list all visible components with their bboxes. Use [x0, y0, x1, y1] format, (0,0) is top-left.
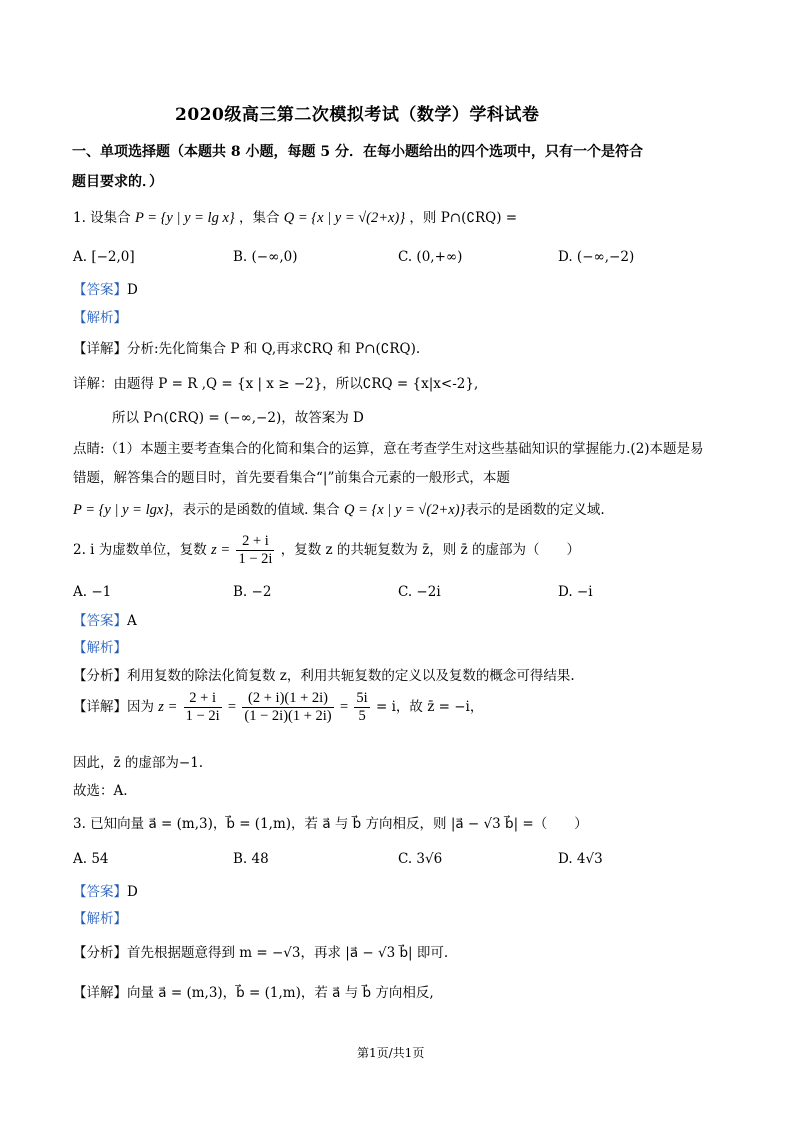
- detail-label: 【详解】: [73, 699, 127, 715]
- q3-analysis-label: 【解析】: [73, 911, 127, 927]
- frac-num: (2 + i)(1 + 2i): [242, 690, 333, 708]
- q2-detail-frac3: [354, 690, 369, 725]
- q1-note-line1: 点睛:（1）本题主要考查集合的化简和集合的运算，意在考查学生对这些基础知识的掌握能力.(2)本题是易: [73, 441, 704, 457]
- q2-stem: [73, 533, 580, 568]
- q1-stem: [73, 206, 517, 227]
- q1-option-d: D. (−∞,−2): [558, 249, 635, 265]
- q3-fenxi-line: [73, 941, 448, 961]
- q1-note-line2: 错题，解答集合的题目时，首先要看集合“|”前集合元素的一般形式，本题: [73, 470, 510, 486]
- q1-note-line3: [73, 498, 605, 519]
- q2-frac-den: 1 − 2i: [238, 551, 273, 567]
- q1-option-b: B. (−∞,0): [233, 249, 298, 265]
- q1-option-a: A. [−2,0]: [73, 249, 135, 265]
- q1-number: 1. 设集合: [73, 210, 131, 226]
- q1-mid: ，集合: [238, 210, 280, 226]
- answer-label: 【答案】: [73, 282, 127, 298]
- q1-set-p: P = {y | y = lg x}: [134, 210, 235, 226]
- q1-answer: D: [127, 282, 138, 298]
- q2-answer-line: [73, 609, 137, 629]
- q1-answer-line: [73, 278, 138, 298]
- q1-note-text-b: 表示的是函数的定义域.: [465, 502, 605, 518]
- q3-fenxi-text: 首先根据题意得到 m = −√3，再求 |a⃗ − √3 b⃗| 即可.: [127, 945, 449, 961]
- q1-note-text-a: ，表示的是函数的值域. 集合: [169, 502, 340, 518]
- q3-answer: D: [127, 884, 138, 900]
- q3-option-c: C. 3√6: [398, 851, 443, 867]
- q1-solution-line2: 所以 P∩(∁RQ) = (−∞,−2)，故答案为 D: [112, 410, 364, 426]
- q2-stem-b: ，复数 z 的共轭复数为 z̄，则 z̄ 的虚部为（ ）: [280, 542, 580, 558]
- q3-option-d: D. 4√3: [558, 851, 603, 867]
- q2-analysis-label: 【解析】: [73, 640, 127, 656]
- q2-option-c: C. −2i: [398, 584, 441, 600]
- q1-analysis-label: 【解析】: [73, 310, 127, 326]
- section-heading-line2: 题目要求的．）: [72, 174, 163, 190]
- q3-detail-line: [73, 981, 434, 1001]
- answer-label: 【答案】: [73, 884, 127, 900]
- q3-option-a: A. 54: [73, 851, 109, 867]
- q1-detail-line: [73, 337, 420, 357]
- q3-stem: 3. 已知向量 a⃗ = (m,3)，b⃗ = (1,m)，若 a⃗ 与 b⃗ 方向相反，则 |a⃗ − √3 b⃗| =（ ）: [73, 816, 588, 832]
- fenxi-label: 【分析】: [73, 668, 127, 684]
- q2-fenxi-text: 利用复数的除法化简复数 z，利用共轭复数的定义以及复数的概念可得结果.: [127, 668, 575, 684]
- q2-detail-post: = i，故 z̄ = −i，: [376, 699, 484, 715]
- q3-answer-line: [73, 880, 138, 900]
- q2-answer: A: [127, 613, 137, 629]
- q1-detail-text: 分析:先化简集合 P 和 Q,再求∁RQ 和 P∩(∁RQ).: [127, 341, 421, 357]
- q1-note-set-q: Q = {x | y = √(2+x)}: [343, 502, 466, 518]
- q2-detail-frac2: [242, 690, 333, 725]
- q2-option-d: D. −i: [558, 584, 593, 600]
- q2-fraction: [236, 533, 274, 568]
- frac-den: 1 − 2i: [185, 708, 220, 724]
- fenxi-label: 【分析】: [73, 945, 127, 961]
- q2-option-a: A. −1: [73, 584, 112, 600]
- detail-label: 【详解】: [73, 985, 127, 1001]
- page-title: 2020级高三第二次模拟考试（数学）学科试卷: [175, 105, 540, 125]
- answer-label: 【答案】: [73, 613, 127, 629]
- detail-label: 【详解】: [73, 341, 127, 357]
- q2-frac-num: 2 + i: [236, 533, 274, 551]
- frac-num: 5i: [356, 690, 368, 706]
- q2-therefore: 因此，z̄ 的虚部为−1.: [73, 755, 204, 771]
- q2-stem-a: 2. i 为虚数单位，复数: [73, 542, 207, 558]
- page-footer: 第1页/共1页: [357, 1046, 425, 1060]
- frac-num: 2 + i: [184, 690, 222, 708]
- q2-z-eq: z =: [211, 542, 231, 558]
- q1-note-set-p: P = {y | y = lgx}: [73, 502, 170, 518]
- q2-detail-frac1: [184, 690, 222, 725]
- q1-end: ，则 P∩(∁RQ) =: [409, 210, 518, 226]
- q1-option-c: C. (0,+∞): [398, 249, 463, 265]
- q1-solution-line1: 详解：由题得 P = R ,Q = {x | x ≥ −2}，所以∁RQ = {x|x<-2},: [73, 376, 479, 392]
- q2-detail-pre: 因为: [127, 699, 154, 715]
- q1-set-q: Q = {x | y = √(2+x)}: [283, 210, 406, 226]
- q2-choose: 故选：A.: [73, 783, 128, 799]
- q3-option-b: B. 48: [233, 851, 269, 867]
- section-heading-line1: 一、单项选择题（本题共 8 小题，每题 5 分．在每小题给出的四个选项中，只有一个是符合: [72, 144, 643, 160]
- q2-option-b: B. −2: [233, 584, 272, 600]
- q3-detail-text: 向量 a⃗ = (m,3)，b⃗ = (1,m)，若 a⃗ 与 b⃗ 方向相反,: [127, 985, 434, 1001]
- q2-detail-line: 【详解】因为 z = $\frac{2 + i}{1 - 2i}$ = $\frac{(2 + i)(1 + 2i)}{(1 - 2i)(1 + 2i)}$ = $\frac{5i}{5}$ = i，故 z̄ = −i，: [73, 690, 484, 724]
- frac-den: (1 − 2i)(1 + 2i): [244, 708, 332, 724]
- q2-fenxi-line: [73, 664, 575, 684]
- frac-den: 5: [358, 708, 366, 724]
